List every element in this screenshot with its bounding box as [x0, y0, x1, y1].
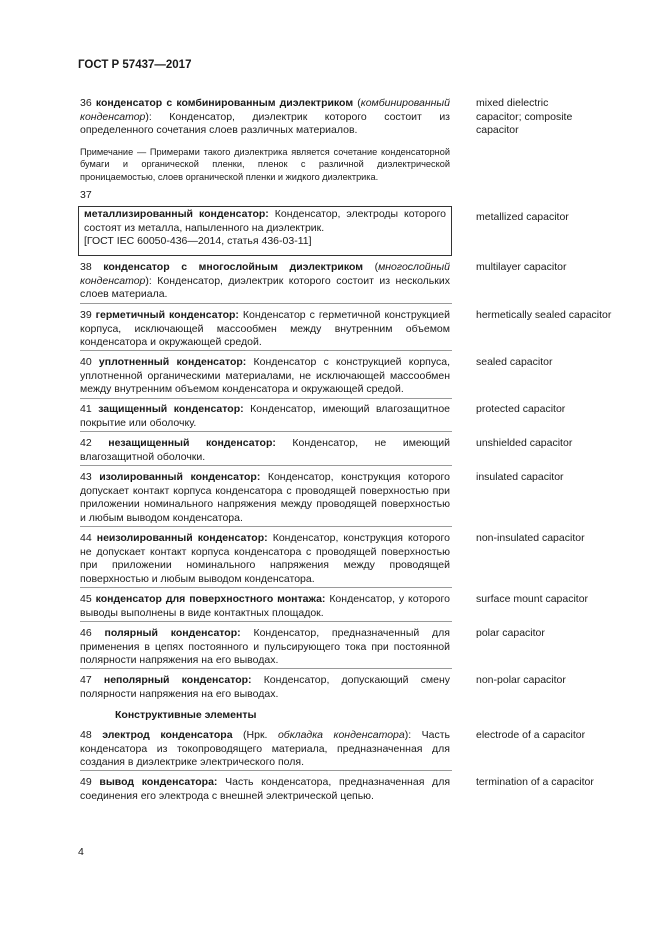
term-entry-36	[80, 97, 450, 138]
term-entry-45	[80, 593, 450, 620]
divider	[80, 587, 452, 588]
term-entry-43	[80, 471, 450, 525]
term-name: незащищенный конденсатор:	[108, 437, 276, 449]
english-term-38: multilayer capacitor	[476, 261, 567, 273]
english-term-39: hermetically sealed capacitor	[476, 309, 612, 321]
term-number: 38	[80, 261, 92, 273]
term-alt-close: )	[145, 274, 149, 287]
term-alternative: многослойный конденсатор	[80, 261, 450, 287]
term-entry-47	[80, 674, 450, 701]
term-definition: Конденсатор, электроды которого состоят из металла, напыленного на диэлектрик.	[84, 208, 447, 234]
term-name: неизолированный конденсатор:	[96, 532, 268, 544]
term-name: изолированный конденсатор:	[99, 471, 261, 483]
english-term-49: termination of a capacitor	[476, 776, 594, 788]
page-number: 4	[78, 846, 84, 858]
term-alt-close: )	[145, 110, 149, 123]
term-number: 43	[80, 471, 92, 483]
term-name: электрод конденсатора	[102, 729, 233, 741]
term-definition: Конденсатор, предназначенный для применения в цепях постоянного и пульсирующего тока при постоянной полярности напряжения на его выводах.	[80, 627, 450, 667]
english-term-43: insulated capacitor	[476, 471, 564, 483]
term-definition: Конденсатор, конструкция которого допускает контакт корпуса конденсатора с проводящей поверхностью при приложении номинального напряжения между проводящей поверхностью и любым выводом конденсатора.	[80, 471, 450, 524]
english-term-37: metallized capacitor	[476, 211, 569, 223]
term-definition: Конденсатор, не имеющий влагозащитной оболочки.	[80, 437, 450, 463]
divider	[80, 526, 452, 527]
term-number: 46	[80, 627, 92, 639]
term-number-37: 37	[80, 189, 92, 201]
term-number: 36	[80, 97, 92, 109]
term-alt-open: (Нрк.	[232, 729, 278, 741]
term-alt-open: (	[353, 97, 361, 109]
term-entry-38	[80, 261, 450, 302]
term-number: 42	[80, 437, 92, 449]
term-number: 45	[80, 593, 92, 605]
english-term-42: unshielded capacitor	[476, 437, 573, 449]
section-heading: Конструктивные элементы	[115, 709, 257, 721]
term-entry-49	[80, 776, 450, 803]
term-name: металлизированный конденсатор:	[84, 208, 269, 220]
term-entry-48	[80, 729, 450, 770]
term-definition: Конденсатор с конструкцией корпуса, уплотненной органическими материалами, не исключающей массообмен между внутренним объемом конденсатора и окружающей средой.	[80, 356, 450, 396]
term-definition: : Часть конденсатора из токопроводящего материала, предназначенная для создания в диэлектрике электрического поля.	[80, 729, 451, 769]
term-definition: Конденсатор с герметичной конструкцией корпуса, исключающей массообмен между внутренним объемом конденсатора и окружающей средой.	[80, 309, 451, 349]
divider	[80, 621, 452, 622]
divider	[80, 431, 452, 432]
term-definition: : Конденсатор, диэлектрик которого состоит из определенного сочетания слоев различных материалов.	[80, 110, 450, 137]
term-entry-46	[80, 627, 450, 668]
term-definition: Конденсатор, допускающий смену полярности напряжения на его выводах.	[80, 674, 450, 700]
term-number: 41	[80, 403, 92, 415]
term-name: уплотненный конденсатор:	[98, 356, 247, 368]
term-name: защищенный конденсатор:	[98, 403, 244, 415]
english-term-41: protected capacitor	[476, 403, 566, 415]
term-number: 40	[80, 356, 92, 368]
term-number: 39	[80, 309, 92, 321]
term-name: полярный конденсатор:	[104, 627, 241, 639]
term-name: конденсатор с комбинированным диэлектриком	[95, 97, 354, 109]
term-entry-37	[84, 208, 446, 249]
english-term-48: electrode of a capacitor	[476, 729, 586, 741]
note-36: Примечание — Примерами такого диэлектрика является сочетание конденсаторной бумаги и органической пленки, пленок с различной диэлектрической проницаемостью, слоев органической пленки и жидкого диэлектрика.	[80, 147, 450, 182]
term-number: 49	[80, 776, 92, 788]
term-entry-44	[80, 532, 450, 586]
english-term-36: mixed dielectric capacitor; composite capacitor	[476, 97, 573, 137]
term-number: 48	[80, 729, 92, 741]
english-term-46: polar capacitor	[476, 627, 545, 639]
term-alt-open: (	[363, 261, 379, 273]
term-definition: : Конденсатор, диэлектрик которого состоит из нескольких слоев материала.	[80, 274, 450, 301]
english-term-45: surface mount capacitor	[476, 593, 589, 605]
term-definition: Конденсатор, конструкция которого не допускает контакт корпуса конденсатора с проводящей поверхностью при приложении номинального напряжения между проводящей поверхностью и любым выводом конденсатора.	[80, 532, 450, 585]
term-name: герметичный конденсатор:	[95, 309, 239, 321]
divider	[80, 350, 452, 351]
term-alternative: обкладка конденсатора	[277, 729, 405, 741]
term-definition: Конденсатор, имеющий влагозащитное покрытие или оболочку.	[80, 403, 451, 429]
term-number: 44	[80, 532, 92, 544]
standard-header: ГОСТ Р 57437—2017	[78, 59, 192, 71]
term-name: неполярный конденсатор:	[103, 674, 252, 686]
term-alternative: комбинированный конденсатор	[80, 97, 450, 123]
term-definition: Конденсатор, у которого выводы выполнены в виде контактных площадок.	[80, 593, 450, 619]
divider	[80, 398, 452, 399]
divider	[80, 668, 452, 669]
term-name: вывод конденсатора:	[99, 776, 218, 788]
term-number: 47	[80, 674, 92, 686]
term-source: [ГОСТ IEC 60050-436—2014, статья 436-03-11]	[84, 235, 312, 248]
english-term-44: non-insulated capacitor	[476, 532, 585, 544]
term-entry-39	[80, 309, 450, 350]
divider	[80, 303, 452, 304]
term-alt-close: )	[404, 729, 409, 741]
english-term-47: non-polar capacitor	[476, 674, 566, 686]
term-name: конденсатор для поверхностного монтажа:	[95, 593, 326, 605]
term-definition: Часть конденсатора, предназначенная для соединения его электрода с внешней электрической цепью.	[80, 776, 451, 802]
term-entry-40	[80, 356, 450, 397]
divider	[80, 770, 452, 771]
term-name: конденсатор с многослойным диэлектриком	[103, 261, 363, 273]
term-entry-42	[80, 437, 450, 464]
divider	[80, 465, 452, 466]
english-term-40: sealed capacitor	[476, 356, 553, 368]
term-entry-41	[80, 403, 450, 430]
